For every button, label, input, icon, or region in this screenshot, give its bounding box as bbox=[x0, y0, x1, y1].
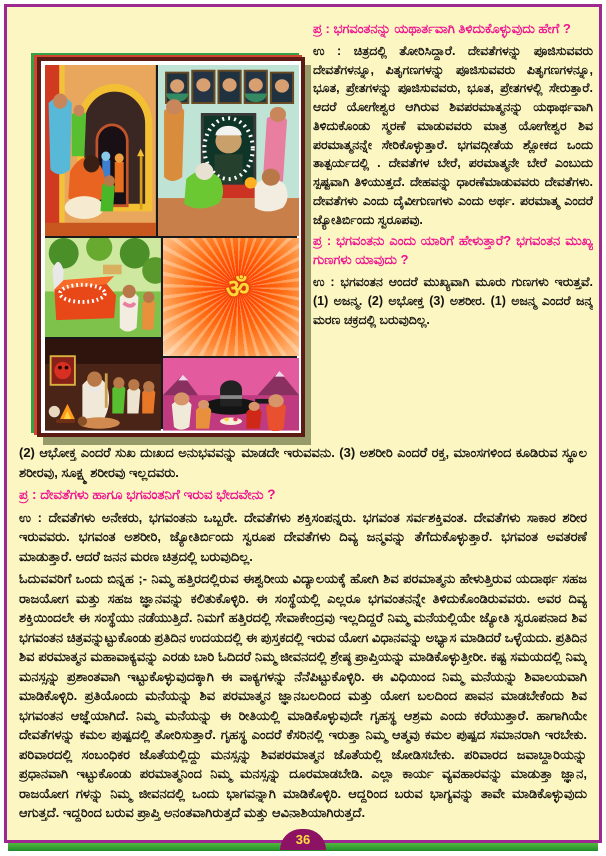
answer-3: ಉ : ದೇವತೆಗಳು ಅನೇಕರು, ಭಗವಂತನು ಒಬ್ಬರೇ. ದೇವತೆಗಳು ಶಕ್ತಿಸಂಪನ್ನರು. ಭಗವಂತ ಸರ್ವಶಕ್ತಿವಂತ. ದೇವತೆಗಳು ಸಾಕಾರ ಶರೀರ ಇರುವವರು. ಭಗವಂತ ಅಶರೀರಿ, ಜ್ಯೋತಿರ್ಬಿಂದು ಸ್ವರೂಪ ದೇವತೆಗಳು ದಿವ್ಯ ಜನ್ಮವನ್ನು ತೆಗೆದುಕೊಳ್ಳುತ್ತಾರೆ. ಭಗವಂತ ಅವತರಣೆ ಮಾಡುತ್ತಾರೆ. ಆದರೆ ಜನನ ಮರಣ ಚಿತ್ರದಲ್ಲಿ ಬರುವುದಿಲ್ಲ. bbox=[19, 509, 587, 564]
answer-2-continued: (2) ಆಭೋಕ್ತ ಎಂದರೆ ಸುಖ ದುಃಖದ ಅನುಭವವನ್ನು ಮಾಡದೇ ಇರುವವನು. (3) ಅಶರೀರಿ ಎಂದರೆ ರಕ್ತ, ಮಾಂಸಗಳಿಂದ ಕೂಡಿರುವ ಸ್ಥೂಲ ಶರೀರವು, ಸೂಕ್ಷ್ಮ ಶರೀರವು ಇಲ್ಲದವರು. bbox=[19, 445, 587, 480]
answer-2: ಉ : ಭಗವಂತನ ಆಂದರೆ ಮುಖ್ಯವಾಗಿ ಮೂರು ಗುಣಗಳು ಇರುತ್ತವೆ. (1) ಅಜನ್ಮ. (2) ಅಭೋಕ್ತ (3) ಅಶರೀರ. (1) ಅಜನ್ಮ ಎಂದರೆ ಜನ್ಮ ಮರಣ ಚಕ್ರದಲ್ಲಿ ಬರುವುದಿಲ್ಲ. bbox=[313, 275, 593, 327]
panel-om-radiance-image bbox=[163, 238, 299, 356]
ancestor-worship-illustration bbox=[158, 65, 299, 236]
collage-grid bbox=[45, 65, 297, 429]
page-number: 36 bbox=[295, 832, 311, 847]
question-3: ಪ್ರ : ದೇವತೆಗಳು ಹಾಗೂ ಭಗವಂತನಿಗೆ ಇರುವ ಭೇದವೇನು ? bbox=[19, 487, 276, 502]
panel-tomb-worship-image bbox=[45, 238, 161, 337]
panel-ancestor-worship-image bbox=[158, 65, 299, 236]
shivling-meditation-illustration bbox=[163, 358, 299, 431]
question-2: ಪ್ರ : ಭಗವಂತನು ಎಂದು ಯಾರಿಗೆ ಹೇಳುತ್ತಾರೆ? ಭಗವಂತನ ಮುಖ್ಯ ಗುಣಗಳು ಯಾವುದು ? bbox=[313, 233, 593, 268]
panel-shivling-meditation-image bbox=[163, 358, 299, 431]
readers-appeal: ಓದುವವರಿಗೆ ಒಂದು ಬಿನ್ನಹ ;- ನಿಮ್ಮ ಹತ್ತಿರದಲ್ಲಿರುವ ಈಶ್ವರೀಯ ವಿದ್ಯಾಲಯಕ್ಕೆ ಹೋಗಿ ಶಿವ ಪರಮಾತ್ಮನು ಹೇಳುತ್ತಿರುವ ಯದಾರ್ಥ ಸಹಜ ರಾಜಯೋಗ ಮತ್ತು ಸಹಜ ಜ್ಞಾನವನ್ನು ಕಲಿತುಕೊಳ್ಳಿರಿ. ಈ ಸಂಸ್ಥೆಯಲ್ಲಿ ಎಲ್ಲರೂ ಭಗವಂತನನ್ನೇ ತಿಳಿದುಕೊಂಡಿರುವವರು. ಅವರ ದಿವ್ಯ ಶಕ್ತಿಯಿಂದಲೇ ಈ ಸಂಸ್ಥೆಯು ನಡೆಯುತ್ತಿದೆ. ನಿಮಗೆ ಹತ್ತಿರದಲ್ಲಿ ಸೇವಾಕೇಂದ್ರವು ಇಲ್ಲದಿದ್ದರೆ ನಿಮ್ಮ ಮನೆಯಲ್ಲಿಯೇ ಜ್ಯೋತಿ ಸ್ವರೂಪನಾದ ಶಿವ ಭಗವಂತನ ಚಿತ್ರವನ್ನುಟ್ಟುಕೊಂಡು ಪ್ರತಿದಿನ ಉದಯದಲ್ಲಿ ಈ ಪುಸ್ತಕದಲ್ಲಿ ಇರುವ ಯೋಗ ವಿಧಾನವನ್ನು ಅಭ್ಯಾಸ ಮಾಡಿದರೆ ಒಳ್ಳೆಯದು. ಪ್ರತಿದಿನ ಶಿವ ಪರಮಾತ್ಮನ ಮಹಾವಾಕ್ಯವನ್ನು ಎರಡು ಬಾರಿ ಓದಿದರೆ ನಿಮ್ಮ ಜೀವನದಲ್ಲಿ ಶ್ರೇಷ್ಠ ಪ್ರಾಪ್ತಿಯನ್ನು ಮಾಡಿಕೊಳ್ಳುತ್ತೀರೀ. ಕಷ್ಟ ಸಮಯದಲ್ಲಿ ನಿಮ್ಮ ಮನಸ್ಸನ್ನು ಪ್ರಶಾಂತವಾಗಿ ಇಟ್ಟುಕೊಳ್ಳುವುದಕ್ಕಾಗಿ ಈ ವಾಕ್ಯಗಳನ್ನು ನೆನೆಪಿಟ್ಟುಕೊಳ್ಳಿರಿ. ಈ ವಿಧಿಯಿಂದ ನಿಮ್ಮ ಮನೆಯನ್ನು ಶಿವಾಲಯವಾಗಿ ಮಾಡಿಕೊಳ್ಳಿರಿ. ಪ್ರತಿಯೊಂದು ಮನೆಯನ್ನು ಶಿವ ಪರಮಾತ್ಮನ ಜ್ಞಾನಬಲದಿಂದ ಮತ್ತು ಯೋಗ ಬಲದಿಂದ ಪಾವನ ಮಾಡಬೇಕೆಂದು ಶಿವ ಭಗವಂತನ ಆಜ್ಞೆಯಾಗಿದೆ. ನಿಮ್ಮ ಮನೆಯನ್ನು ಈ ರೀತಿಯಲ್ಲಿ ಮಾಡಿಕೊಳ್ಳುವುದೇ ಗೃಹಸ್ಥ ಆಶ್ರಮ ಎಂದು ಕರೆಯುತ್ತಾರೆ. ಹಾಗಾಗಿಯೇ ದೇವತೆಗಳನ್ನು ಕಮಲ ಪುಷ್ಪದಲ್ಲಿ ತೋರಿಸುತ್ತಾರೆ. ಗೃಹಸ್ಥ ಎಂದರೆ ಕೆಸರಿನಲ್ಲಿ ಇರುತ್ತಾ ನಿಮ್ಮ ಆತ್ಮವು ಕಮಲ ಪುಷ್ಪದ ಸಮಾನರಾಗಿ ಇರಬೇಕು. ಪರಿವಾರದಲ್ಲಿ ಸಂಬಂಧಿಕರ ಜೊತೆಯಲ್ಲಿದ್ದು ಮನಸ್ಸನ್ನು ಶಿವಪರಮಾತ್ಮನ ಜೊತೆಯಲ್ಲಿ ಜೋಡಿಸಬೇಕು. ಪರಿವಾರದ ಜವಾಬ್ದಾರಿಯನ್ನು ಪ್ರಧಾನವಾಗಿ ಇಟ್ಟುಕೊಂಡು ಪರಮಾತ್ಮನಿಂದ ನಿಮ್ಮ ಮನಸ್ಸನ್ನು ದೂರಮಾಡಬೇಡಿ. ಎಲ್ಲಾ ಕಾರ್ಯ ವ್ಯವಹಾರವನ್ನು ಮಾಡುತ್ತಾ ಜ್ಞಾನ, ರಾಜಯೋಗ ಗಳನ್ನು ನಿಮ್ಮ ಜೀವನದಲ್ಲಿ ಒಂದು ಭಾಗವನ್ನಾಗಿ ಮಾಡಿಕೊಳ್ಳಿರಿ. ಆದ್ದರಿಂದ ಬರುವ ಭಾಗ್ಯವನ್ನು ತಾವೇ ಮಾಡಿಕೊಳ್ಳುವುದು ಆಗುತ್ತದೆ. ಇದ್ದರಿಂದ ಬರುವ ಪ್ರಾಪ್ತಿ ಅನಂತವಾಗಿರುತ್ತದೆ ಮತ್ತು ಆವಿನಾಶಿಯಾಗಿರುತ್ತದೆ. bbox=[19, 571, 587, 821]
answer-1: ಉ : ಚಿತ್ರದಲ್ಲಿ ತೋರಿಸಿದ್ದಾರೆ. ದೇವತೆಗಳನ್ನು ಪೂಜಿಸುವವರು ದೇವತೆಗಳನ್ನೂ, ಪಿತೃಗಣಗಳನ್ನು ಪೂಜಿಸುವವರು ಪಿತೃಗಣಗಳನ್ನೂ, ಭೂತ, ಪ್ರೇತಗಳನ್ನು ಪೂಜಿಸುವವರು, ಭೂತ, ಪ್ರೇತಗಳಲ್ಲಿ ಸೇರುತ್ತಾರೆ. ಆದರೆ ಯೋಗೇಶ್ವರ ಆಗಿರುವ ಶಿವಪರಮಾತ್ಮನನ್ನು ಯಥಾರ್ಥವಾಗಿ ತಿಳಿದುಕೊಂಡು ಸ್ಮರಣೆ ಮಾಡುವವರು ಮಾತ್ರ ಯೋಗೇಶ್ವರ ಶಿವ ಪರಮಾತ್ಮನನ್ನೇ ಸೇರಿಕೊಳ್ಳುತ್ತಾರೆ. ಭಗವದ್ಗೀತೆಯ ಶ್ಲೋಕದ ಒಂದು ತಾತ್ಪರ್ಯದಲ್ಲಿ . ದೇವತೆಗಳ ಬೇರೆ, ಪರಮಾತ್ಮನೇ ಬೇರೆ ಎಂಬುದು ಸ್ಪಷ್ಟವಾಗಿ ತಿಳಿಯುತ್ತದೆ. ದೇಹವನ್ನು ಧಾರಣೆಮಾಡುವವರು ದೇವತೆಗಳು. ದೇವತೆಗಳು ಎಂದು ದೈವೀಗುಣಗಳು ಎಂದು ಅರ್ಥ. ಪರಮಾತ್ಮ ಎಂದರೆ ಜ್ಯೋತಿರ್ಬಿಂದು ಸ್ವರೂಪವು. bbox=[313, 43, 593, 227]
panel-temple-worship-image bbox=[45, 65, 156, 236]
question-1: ಪ್ರ : ಭಗವಂತನನ್ನು ಯಥಾರ್ತವಾಗಿ ತಿಳಿದುಕೊಳ್ಳುವುದು ಹೇಗೆ ? bbox=[313, 21, 571, 36]
om-symbol: ॐ bbox=[225, 274, 250, 305]
spirit-ritual-illustration bbox=[45, 339, 161, 431]
worship-collage-image bbox=[37, 57, 305, 437]
temple-worship-illustration bbox=[45, 65, 156, 236]
page-frame bbox=[4, 4, 602, 843]
panel-spirit-ritual-image bbox=[45, 339, 161, 431]
qa-column bbox=[313, 20, 593, 440]
bottom-text-block bbox=[19, 443, 587, 828]
tomb-worship-illustration bbox=[45, 238, 161, 337]
image-white-mat bbox=[41, 61, 301, 433]
